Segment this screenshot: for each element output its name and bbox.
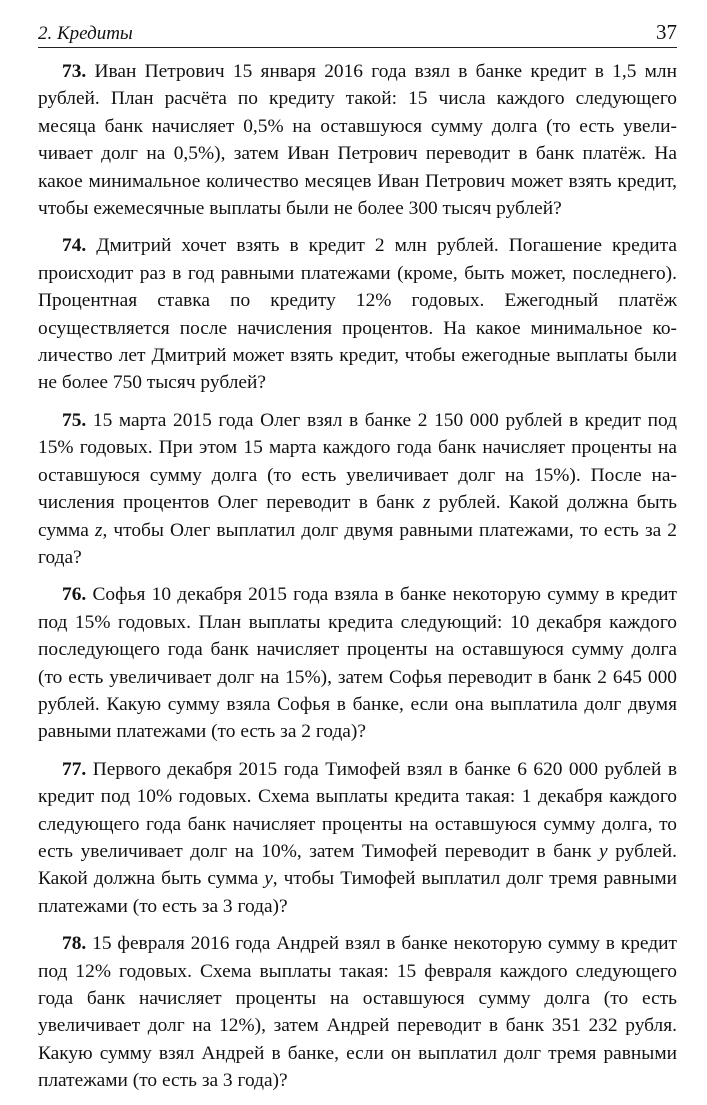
page-content (38, 58, 677, 1105)
problem-number: 78. (62, 933, 87, 955)
problem-78 (38, 930, 677, 1094)
problem-text: рублей. Какой должна быть сумма (38, 492, 677, 541)
problem-text: Иван Петрович 15 января 2016 года взял в банке кредит в 1,5 млн рублей. План расчёта по кредиту такой: 15 числа каждого следующего месяца банк начисляет 0,5% на оставшуюся сумму долга (то есть увеличивает долг на 0,5%), затем Иван Петрович переводит в банк платёж. На какое минимальное количество месяцев Иван Петрович может взять кредит, чтобы ежемесячные выплаты были не более 300 тысяч рублей? (38, 61, 677, 220)
problem-number: 73. (62, 61, 87, 82)
problem-77 (38, 756, 677, 920)
problem-number: 76. (62, 584, 87, 606)
problem-text: , чтобы Тимофей выплатил долг тремя равными платежами (то есть за 3 года)? (38, 868, 677, 917)
problem-73 (38, 58, 677, 222)
problem-text: , чтобы Олег выплатил долг двумя равными платежами, то есть за 2 года? (38, 519, 678, 568)
page-number: 37 (656, 20, 677, 44)
variable-z: z (94, 519, 103, 541)
problem-75 (38, 407, 677, 571)
problem-text: 15 марта 2015 года Олег взял в банке 2 150 000 рублей в кредит под 15% годовых. При этом 15 марта каждого года банк начисляет проценты на оставшуюся сумму долга (то есть увеличивает долг на 15%). После начисления процентов Олег переводит в банк (38, 409, 677, 514)
problem-text: Софья 10 декабря 2015 года взяла в банке некоторую сумму в кредит под 15% годовых. План выплаты кредита следующий: 10 декабря каждого последующего года банк начисляет проценты на оставшуюся сумму долга (то есть увеличивает долг на 15%), затем Софья переводит в банк 2 645 000 рублей. Какую сумму взяла Софья в банке, если она выплатила долг двумя равными платежами (то есть за 2 года)? (38, 584, 677, 743)
problem-text: Дмитрий хочет взять в кредит 2 млн рублей. Погашение кредита происходит раз в год равными платежами (кроме, быть может, последнего). Процентная ставка по кредиту 12% годовых. Ежегодный платёж осуществляется после начисления процентов. На какое минимальное количество лет Дмитрий может взять кредит, чтобы ежегодные выплаты были не более 750 тысяч рублей? (38, 235, 677, 394)
variable-y: y (599, 840, 608, 862)
problem-76 (38, 581, 677, 745)
chapter-title: 2. Кредиты (38, 23, 133, 44)
problem-text: 15 февраля 2016 года Андрей взял в банке некоторую сумму в кредит под 12% годовых. Схема выплаты такая: 15 февраля каждого следующего года банк начисляет проценты на оставшуюся сумму долга (то есть увеличивает долг на 12%), затем Андрей переводит в банк 351 232 рубля. Какую сумму взял Андрей в банке, если он выплатил долг тремя равными платежами (то есть за 3 года)? (38, 933, 677, 1092)
problem-number: 74. (62, 235, 87, 257)
problem-text: рублей. Какой должна быть сумма (38, 840, 677, 890)
problem-number: 77. (62, 758, 87, 780)
problem-74 (38, 232, 677, 396)
problem-text: Первого декабря 2015 года Тимофей взял в банке 6 620 000 рублей в кредит под 10% годовых. Схема выплаты кредита такая: 1 декабря каждого следующего года банк начисляет проценты на оставшуюся сумму долга, то есть увеличивает долг на 10%, затем Тимофей переводит в банк (38, 758, 677, 862)
problem-number: 75. (62, 409, 87, 431)
variable-z: z (422, 492, 431, 514)
variable-y: y (264, 868, 273, 890)
page-header (38, 14, 677, 48)
